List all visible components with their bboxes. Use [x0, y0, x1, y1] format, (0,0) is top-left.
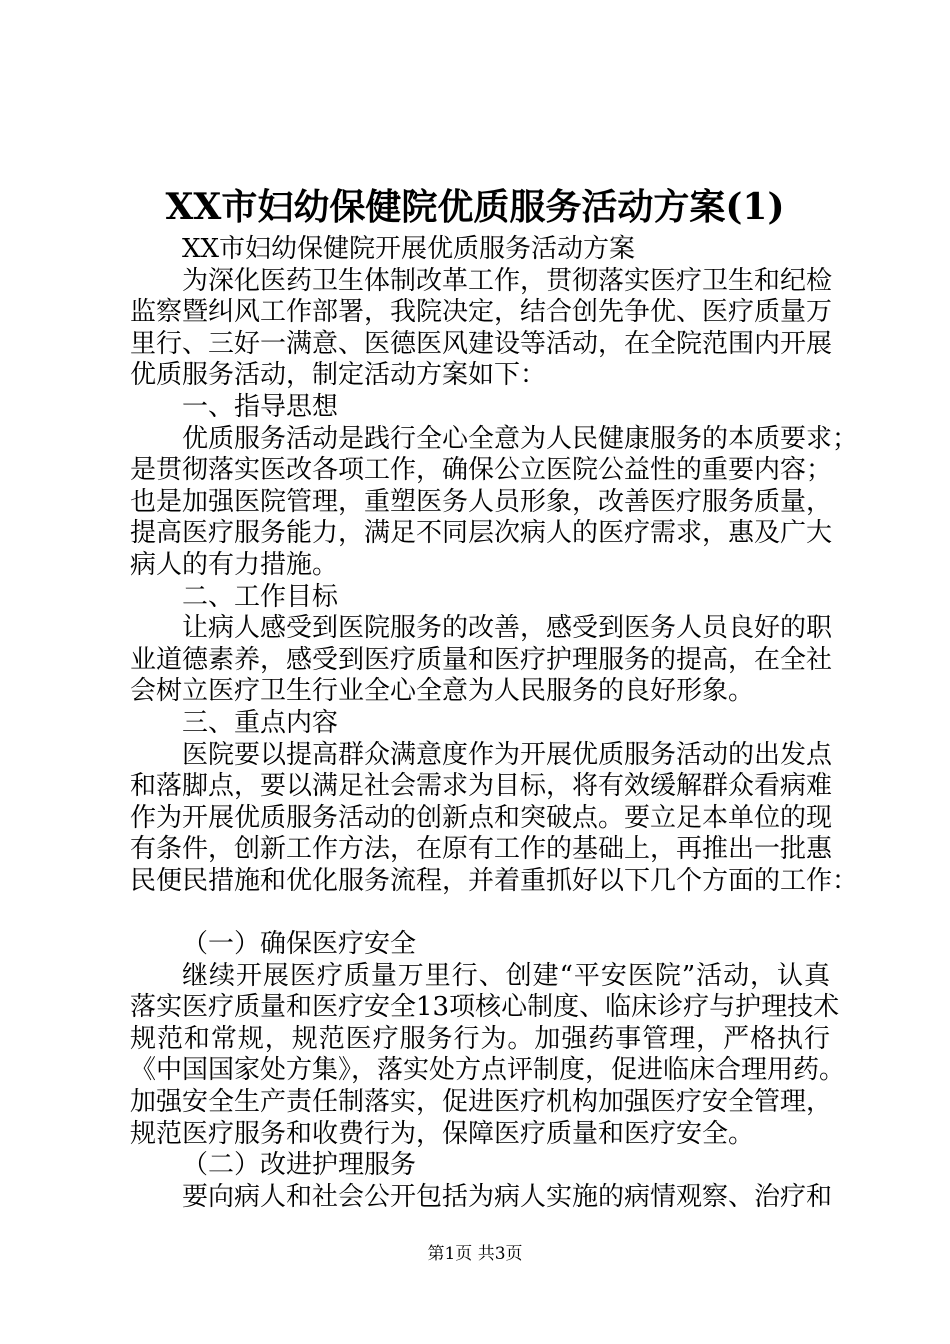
- paragraph-line: 为深化医药卫生体制改革工作，贯彻落实医疗卫生和纪检: [182, 265, 833, 296]
- blank-line: [130, 897, 830, 929]
- paragraph-line: （一）确保医疗安全: [182, 929, 417, 960]
- paragraph-line: 医院要以提高群众满意度作为开展优质服务活动的出发点: [182, 739, 833, 770]
- paragraph-line: （二）改进护理服务: [182, 1150, 417, 1181]
- paragraph-line: 会树立医疗卫生行业全心全意为人民服务的良好形象。: [130, 676, 755, 707]
- paragraph-line: 病人的有力措施。: [130, 549, 339, 580]
- document-body: [130, 234, 859, 1213]
- paragraph-line: 让病人感受到医院服务的改善，感受到医务人员良好的职: [182, 613, 833, 644]
- paragraph-line: 作为开展优质服务活动的创新点和突破点。要立足本单位的现: [130, 802, 833, 833]
- paragraph-line: 规范和常规，规范医疗服务行为。加强药事管理，严格执行: [130, 1023, 830, 1054]
- paragraph-line: 也是加强医院管理，重塑医务人员形象，改善医疗服务质量，: [130, 486, 833, 517]
- paragraph-line: 优质服务活动是践行全心全意为人民健康服务的本质要求；: [182, 423, 859, 454]
- paragraph-line: 二、工作目标: [182, 581, 339, 612]
- paragraph-line: 业道德素养，感受到医疗质量和医疗护理服务的提高，在全社: [130, 644, 833, 675]
- paragraph-line: 监察暨纠风工作部署，我院决定，结合创先争优、医疗质量万: [130, 297, 833, 328]
- page-footer: 第1页 共3页: [427, 1244, 523, 1264]
- paragraph-line: XX市妇幼保健院开展优质服务活动方案: [182, 234, 636, 264]
- paragraph-line: 有条件，创新工作方法，在原有工作的基础上，再推出一批惠: [130, 834, 833, 865]
- paragraph-line: 《中国国家处方集》，落实处方点评制度，促进临床合理用药。: [130, 1055, 846, 1086]
- document-title: XX市妇幼保健院优质服务活动方案(1): [165, 186, 785, 228]
- paragraph-line: 一、指导思想: [182, 391, 339, 422]
- paragraph-line: 要向病人和社会公开包括为病人实施的病情观察、治疗和: [182, 1181, 833, 1212]
- paragraph-line: 落实医疗质量和医疗安全13项核心制度、临床诊疗与护理技术: [130, 992, 840, 1023]
- paragraph-line: 和落脚点，要以满足社会需求为目标，将有效缓解群众看病难: [130, 771, 833, 802]
- paragraph-line: 三、重点内容: [182, 707, 339, 738]
- paragraph-line: 规范医疗服务和收费行为，保障医疗质量和医疗安全。: [130, 1118, 755, 1149]
- paragraph-line: 里行、三好一满意、医德医风建设等活动，在全院范围内开展: [130, 328, 833, 359]
- paragraph-line: 是贯彻落实医改各项工作，确保公立医院公益性的重要内容；: [130, 455, 833, 486]
- paragraph-line: 优质服务活动，制定活动方案如下：: [130, 360, 547, 391]
- paragraph-line: 加强安全生产责任制落实，促进医疗机构加强医疗安全管理，: [130, 1087, 833, 1118]
- paragraph-line: 提高医疗服务能力，满足不同层次病人的医疗需求，惠及广大: [130, 518, 833, 549]
- paragraph-line: 民便民措施和优化服务流程，并着重抓好以下几个方面的工作：: [130, 865, 859, 896]
- paragraph-line: 继续开展医疗质量万里行、创建“平安医院”活动，认真: [182, 960, 830, 991]
